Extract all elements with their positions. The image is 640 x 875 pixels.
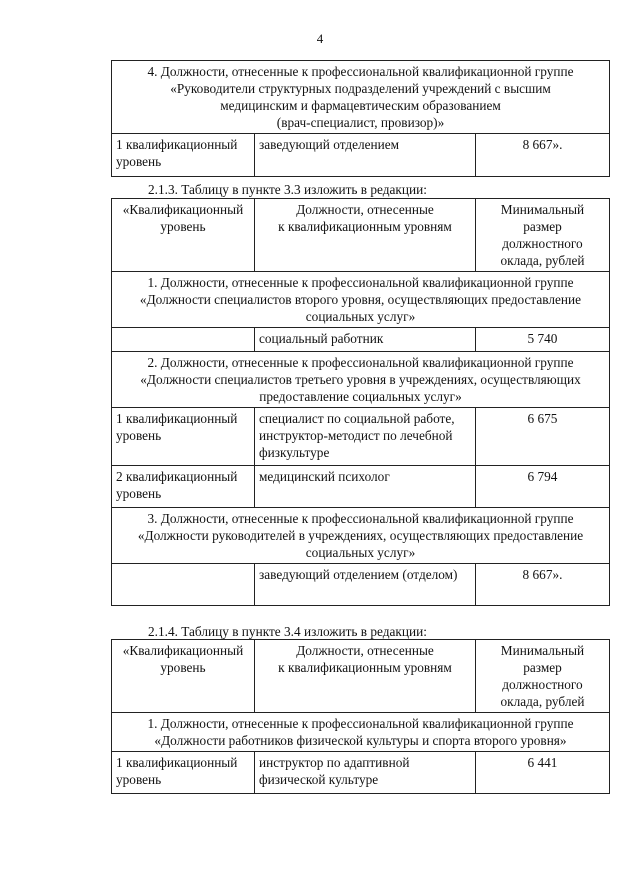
group-heading-line: социальных услуг»: [305, 545, 416, 560]
group-heading: [112, 352, 610, 408]
group-heading: [112, 508, 610, 564]
position-cell: заведующий отделением (отделом): [255, 564, 476, 606]
qualification-level-cell: 1 квалификационный уровень: [112, 752, 255, 794]
salary-cell: 8 667».: [476, 564, 610, 606]
group-heading-line: «Должности руководителей в учреждениях, осуществляющих предоставление: [137, 528, 584, 543]
salary-table-3: [111, 639, 610, 794]
header-salary-line: Минимальный: [500, 202, 585, 217]
position-cell: инструктор по адаптивной физической культуре: [255, 752, 476, 794]
position-cell: заведующий отделением: [255, 134, 476, 177]
header-position-cell: [255, 640, 476, 713]
header-salary-cell: [476, 640, 610, 713]
salary-cell: 5 740: [476, 328, 610, 352]
salary-cell: 6 441: [476, 752, 610, 794]
group-heading-line: 3. Должности, отнесенные к профессиональной квалификационной группе: [147, 511, 574, 526]
salary-table-2: [111, 198, 610, 606]
group-heading-line: социальных услуг»: [305, 309, 416, 324]
group-heading: [112, 713, 610, 752]
header-position-cell: [255, 199, 476, 272]
group-heading-line: «Руководители структурных подразделений учреждений с высшим: [170, 81, 551, 96]
qualification-level-cell: 2 квалификационный уровень: [112, 466, 255, 508]
header-salary-line: Минимальный: [500, 643, 585, 658]
group-heading-line: 2. Должности, отнесенные к профессиональной квалификационной группе: [147, 355, 574, 370]
position-cell: специалист по социальной работе, инструктор-методист по лечебной физкультуре: [255, 408, 476, 466]
group-heading-line: 1. Должности, отнесенные к профессиональной квалификационной группе: [147, 716, 574, 731]
header-salary-line: размер: [523, 660, 562, 675]
group-heading-line: предоставление социальных услуг»: [259, 389, 462, 404]
header-salary-line: должностного: [502, 677, 583, 692]
amendment-paragraph: 2.1.3. Таблицу в пункте 3.3 изложить в редакции:: [148, 182, 427, 197]
salary-cell: 8 667».: [476, 134, 610, 177]
group-heading-line: 4. Должности, отнесенные к профессиональной квалификационной группе: [147, 64, 574, 79]
header-level-cell: «Квалификационный уровень: [112, 199, 255, 272]
group-heading-line: «Должности специалистов третьего уровня в учреждениях, осуществляющих: [140, 372, 581, 387]
header-level-cell: «Квалификационный уровень: [112, 640, 255, 713]
header-salary-line: размер: [523, 219, 562, 234]
header-salary-line: оклада, рублей: [500, 694, 585, 709]
header-salary-line: должностного: [502, 236, 583, 251]
qualification-level-cell: [112, 328, 255, 352]
header-salary-cell: [476, 199, 610, 272]
group-heading-line: 1. Должности, отнесенные к профессиональной квалификационной группе: [147, 275, 574, 290]
page-number: 4: [316, 31, 324, 46]
salary-table-1: [111, 60, 610, 177]
qualification-level-cell: 1 квалификационный уровень: [112, 134, 255, 177]
position-cell: социальный работник: [255, 328, 476, 352]
position-cell: медицинский психолог: [255, 466, 476, 508]
salary-cell: 6 675: [476, 408, 610, 466]
header-position-line: к квалификационным уровням: [278, 660, 452, 675]
group-heading-line: медицинским и фармацевтическим образованием: [220, 98, 501, 113]
qualification-level-cell: 1 квалификационный уровень: [112, 408, 255, 466]
salary-cell: 6 794: [476, 466, 610, 508]
group-heading-line: «Должности специалистов второго уровня, осуществляющих предоставление: [139, 292, 582, 307]
qualification-level-cell: [112, 564, 255, 606]
group-heading: [112, 272, 610, 328]
header-salary-line: оклада, рублей: [500, 253, 585, 268]
header-position-line: к квалификационным уровням: [278, 219, 452, 234]
group-heading: [112, 61, 610, 134]
group-heading-line: «Должности работников физической культуры и спорта второго уровня»: [154, 733, 567, 748]
group-heading-line: (врач-специалист, провизор)»: [276, 115, 445, 130]
header-position-line: Должности, отнесенные: [296, 643, 434, 658]
header-position-line: Должности, отнесенные: [296, 202, 434, 217]
amendment-paragraph: 2.1.4. Таблицу в пункте 3.4 изложить в редакции:: [148, 624, 427, 639]
